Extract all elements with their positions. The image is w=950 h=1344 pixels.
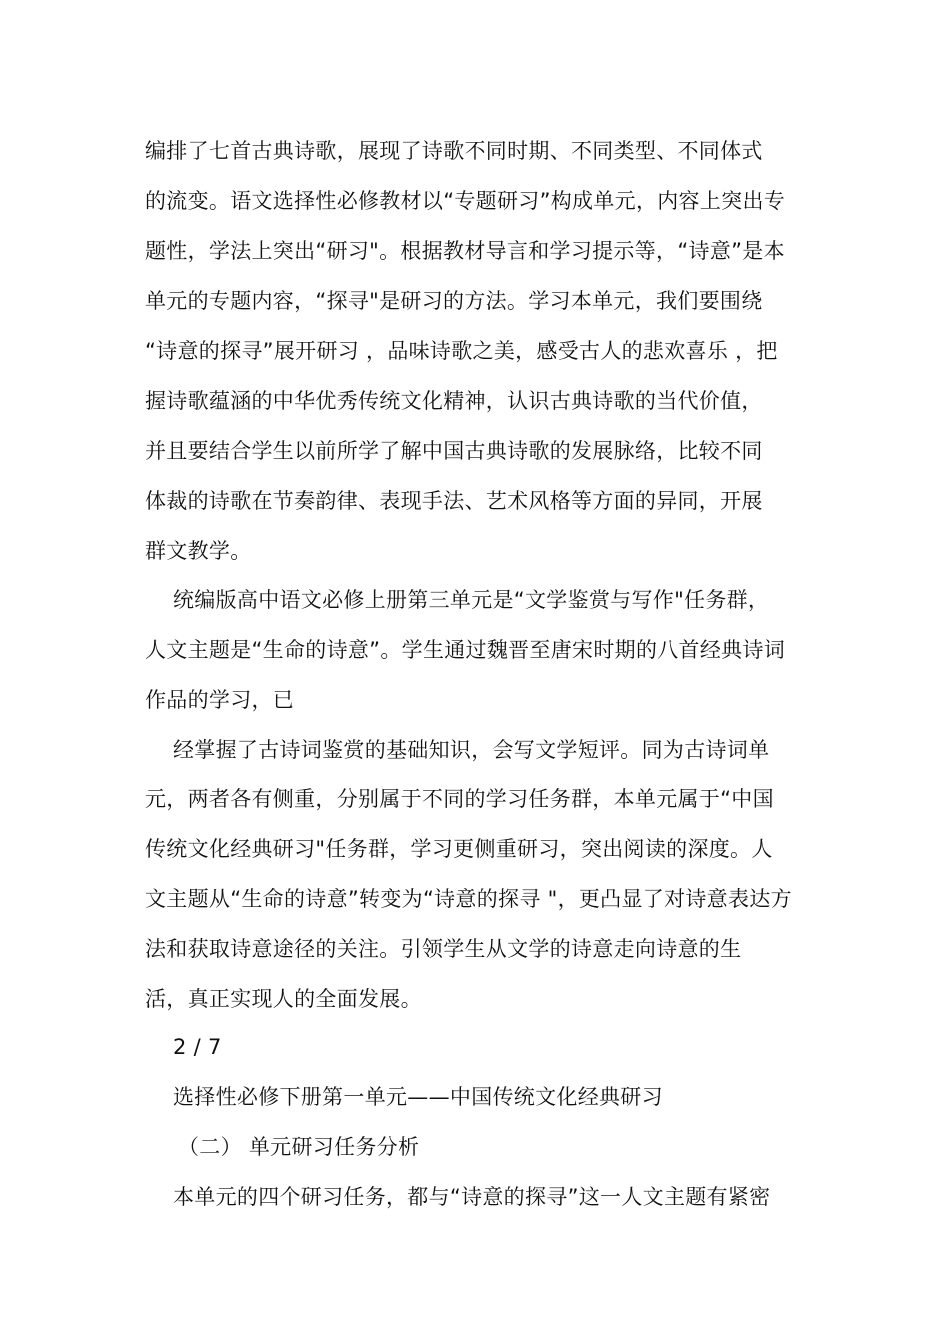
text-line: 作品的学习，已 <box>145 688 295 712</box>
text-line: 的流变。语文选择性必修教材以“专题研习”构成单元，内容上突出专 <box>145 189 786 213</box>
text-line: 法和获取诗意途径的关注。引领学生从文学的诗意走向诗意的生 <box>145 937 742 961</box>
page-number: 2 / 7 <box>173 1035 222 1059</box>
text-line: 单元的专题内容，“探寻"是研习的方法。学习本单元，我们要围绕 <box>145 289 763 313</box>
text-line: 群文教学。 <box>145 539 252 563</box>
text-line: 体裁的诗歌在节奏韵律、表现手法、艺术风格等方面的异同，开展 <box>145 489 763 513</box>
paragraph-start-line: 统编版高中语文必修上册第三单元是“文学鉴赏与写作"任务群， <box>173 588 770 612</box>
paragraph-start-line: 经掌握了古诗词鉴赏的基础知识，会写文学短评。同为古诗词单 <box>173 738 770 762</box>
text-line: 传统文化经典研习"任务群，学习更侧重研习，突出阅读的深度。人 <box>145 837 773 861</box>
text-line: “诗意的探寻”展开研习 ，品味诗歌之美，感受古人的悲欢喜乐 ，把 <box>145 339 778 363</box>
text-line: 人文主题是“生命的诗意”。学生通过魏晋至唐宋时期的八首经典诗词 <box>145 638 786 662</box>
text-line: 编排了七首古典诗歌，展现了诗歌不同时期、不同类型、不同体式 <box>145 139 763 163</box>
text-line: 并且要结合学生以前所学了解中国古典诗歌的发展脉络，比较不同 <box>145 439 763 463</box>
paragraph-start-line: 本单元的四个研习任务，都与“诗意的探寻”这一人文主题有紧密 <box>173 1185 771 1209</box>
text-line: 题性，学法上突出“研习"。根据教材导言和学习提示等，“诗意”是本 <box>145 239 785 263</box>
text-line: 元，两者各有侧重，分别属于不同的学习任务群，本单元属于“中国 <box>145 787 774 811</box>
subsection-heading: （二） 单元研习任务分析 <box>178 1135 420 1159</box>
section-title: 选择性必修下册第一单元——中国传统文化经典研习 <box>173 1085 663 1109</box>
text-line: 活，真正实现人的全面发展。 <box>145 987 422 1011</box>
text-line: 文主题从“生命的诗意”转变为“诗意的探寻 "，更凸显了对诗意表达方 <box>145 887 792 911</box>
text-line: 握诗歌蕴涵的中华优秀传统文化精神，认识古典诗歌的当代价值， <box>145 389 763 413</box>
